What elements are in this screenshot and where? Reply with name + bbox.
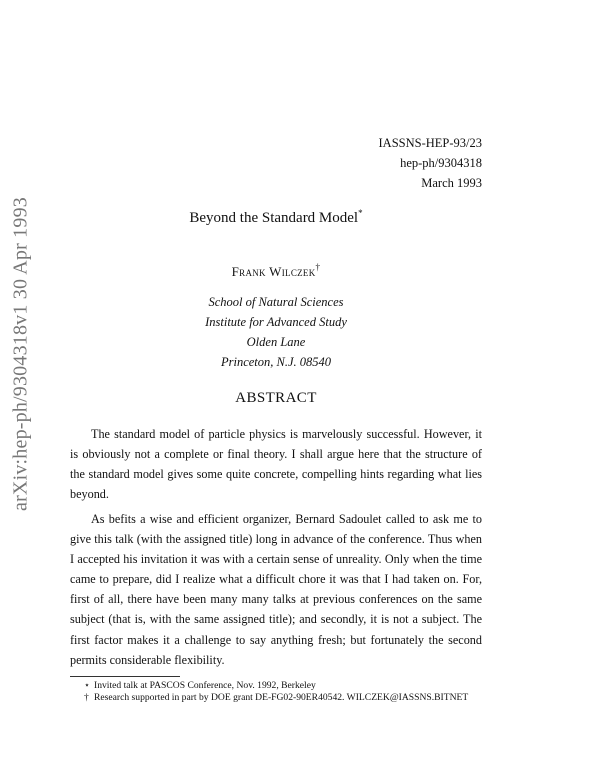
affiliation-line-2: Institute for Advanced Study — [205, 315, 347, 329]
abstract-paragraph: The standard model of particle physics is marvelously successful. However, it is obviously not a complete or final theory. I shall argue here that the structure of the standard model gives some quite concrete, compelling hints regarding what lies beyond. — [70, 427, 482, 502]
footnote-2-text: Research supported in part by DOE grant DE-FG02-90ER40542. WILCZEK@IASSNS.BITNET — [94, 692, 469, 703]
title-text: Beyond the Standard Model — [189, 210, 359, 226]
body-paragraph: As befits a wise and efficient organizer, Bernard Sadoulet called to ask me to give this talk (with the assigned title) long in advance of the conference. Thus when I accepted his invitation it was with a certain sense of unreality. Only when the time came to prepare, did I realize what a difficult chore it was that I had taken on. For, first of all, there have been many many talks at previous conferences on the same subject (that is, with the same assigned title); and secondly, it is not a subject. The first factor makes it a challenge to say anything fresh; but fortunately the second permits considerable flexibility. — [70, 512, 482, 667]
abstract-heading: ABSTRACT — [235, 390, 317, 406]
affiliation-line-1: School of Natural Sciences — [208, 295, 344, 309]
author-name: Frank Wilczek — [231, 264, 316, 279]
arxiv-id: hep-ph/9304318 — [400, 156, 482, 170]
affiliation-line-4: Princeton, N.J. 08540 — [220, 355, 332, 369]
footnote-rule — [70, 676, 180, 677]
affiliation-line-3: Olden Lane — [246, 335, 306, 349]
paper-title — [0, 208, 552, 227]
footnote-2 — [84, 692, 468, 704]
report-number: IASSNS-HEP-93/23 — [378, 136, 482, 150]
arxiv-stamp-text: arXiv:hep-ph/9304318v1 30 Apr 1993 — [9, 197, 32, 511]
report-metadata — [379, 133, 483, 193]
author-line — [0, 262, 552, 280]
affiliation-block — [0, 292, 552, 372]
author-footnote-marker: † — [315, 262, 321, 272]
footnote-2-marker: † — [84, 692, 89, 703]
footnote-1 — [84, 680, 316, 692]
footnote-1-marker: ⋆ — [84, 680, 91, 691]
footnote-1-text: Invited talk at PASCOS Conference, Nov. 1992, Berkeley — [94, 680, 316, 691]
title-footnote-marker: * — [358, 208, 363, 218]
publication-date: March 1993 — [421, 176, 482, 190]
